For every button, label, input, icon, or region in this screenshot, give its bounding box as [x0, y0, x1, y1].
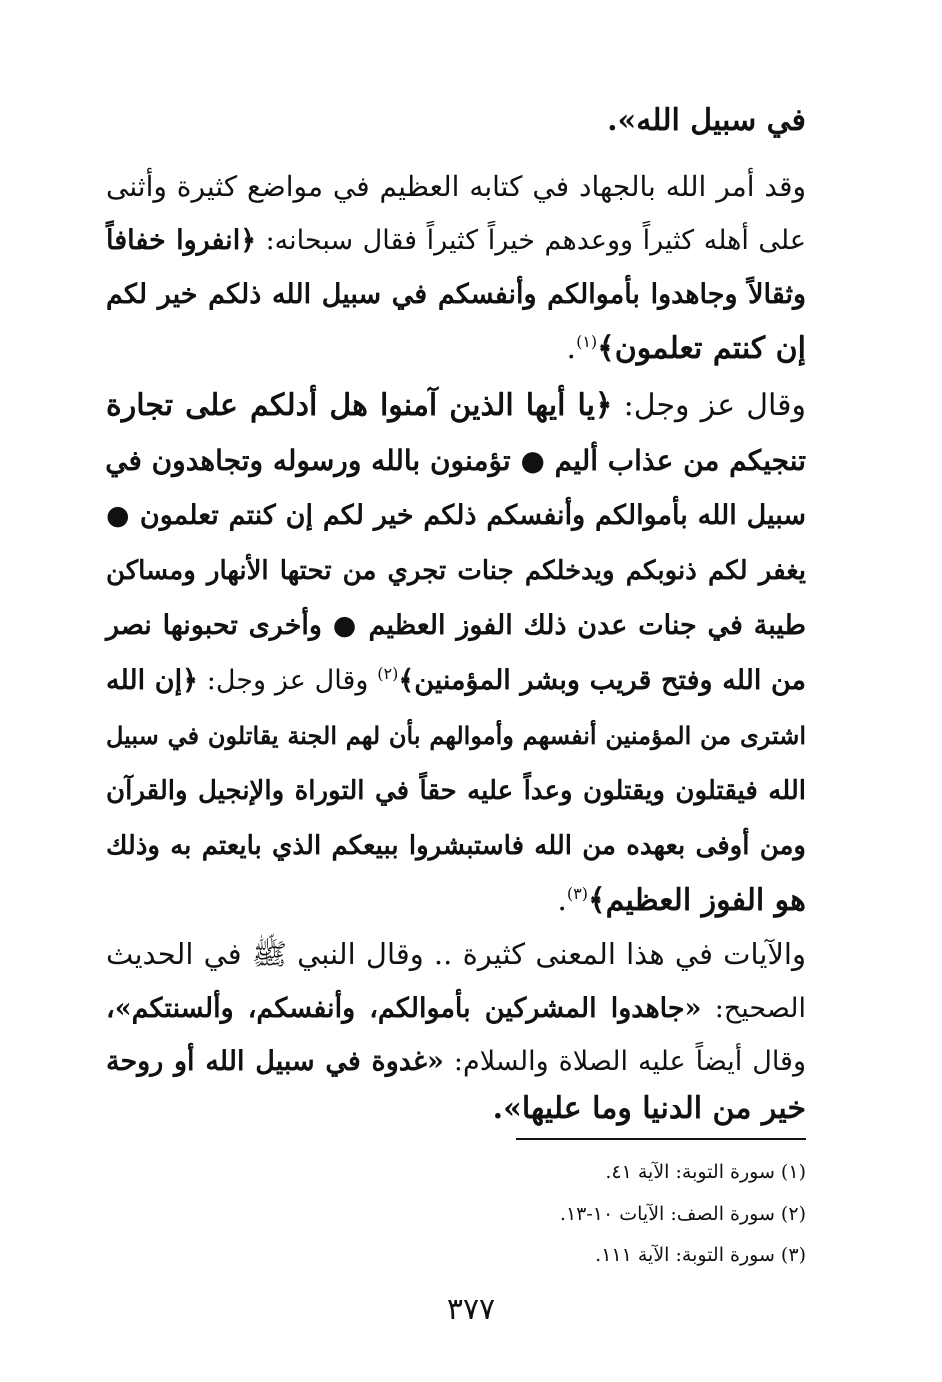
footnote-1: (١) سورة التوبة: الآية ٤١.: [605, 1161, 806, 1183]
p3-text-1: والآيات في هذا المعنى كثيرة .. وقال النبي ﷺ في الحديث: [106, 937, 806, 971]
footnote-separator: [516, 1138, 806, 1140]
p2-verse-6: من الله وفتح قريب وبشر المؤمنين﴾: [398, 665, 807, 696]
p3-line-2: [106, 985, 806, 1033]
footnote-2: (٢) سورة الصف: الآيات ١٠-١٣.: [559, 1203, 806, 1225]
p1-line-1: [106, 163, 806, 211]
p2-verse-7: اشترى من المؤمنين أنفسهم وأموالهم بأن لهم الجنة يقاتلون في سبيل: [106, 721, 806, 750]
p3-line-1: [106, 930, 806, 978]
page-number: ٣٧٧: [446, 1292, 496, 1327]
p1-line-4: [106, 325, 806, 373]
p1-text-1: وقد أمر الله بالجهاد في كتابه العظيم في مواضع كثيرة وأثنى: [106, 170, 806, 203]
hadith-quote-2-end: خير من الدنيا وما عليها».: [492, 1091, 806, 1126]
p2-line-4: [106, 547, 806, 595]
p2-line-7: [106, 712, 806, 760]
p1-period: .: [566, 331, 577, 366]
p2-verse-6c: ﴿إن الله: [106, 665, 198, 696]
footnote-ref-3: (٣): [566, 884, 588, 903]
footnote-ref-1: (١): [576, 332, 598, 351]
p2-line-6: [106, 657, 806, 705]
footnote-ref-2: (٢): [377, 664, 399, 683]
p2-verse-5: طيبة في جنات عدن ذلك الفوز العظيم ● وأخرى تحبونها نصر: [106, 610, 806, 641]
continued-line: [106, 97, 806, 145]
p2-text-1a: وقال عز وجل:: [612, 388, 806, 423]
p2-verse-9: ومن أوفى بعهده من الله فاستبشروا ببيعكم الذي بايعتم به وذلك: [106, 831, 806, 861]
p3-text-3a: وقال أيضاً عليه الصلاة والسلام:: [443, 1046, 806, 1077]
p1-line-2: [106, 217, 806, 265]
p2-text-6b: وقال عز وجل:: [197, 665, 378, 696]
p2-period: .: [557, 883, 567, 918]
p1-verse-end: إن كنتم تعلمون﴾: [597, 331, 806, 366]
p2-verse-end: هو الفوز العظيم﴾: [588, 883, 806, 918]
p2-line-5: [106, 602, 806, 650]
p2-line-2: [106, 437, 806, 485]
p2-line-10: [106, 877, 806, 925]
p2-line-8: [106, 767, 806, 815]
hadith-quote-2: «غدوة في سبيل الله أو روحة: [106, 1046, 444, 1077]
p1-text-2a: على أهله كثيراً ووعدهم خيراً كثيراً فقال سبحانه:: [256, 225, 806, 256]
p2-verse-1: ﴿يا أيها الذين آمنوا هل أدلكم على تجارة: [106, 388, 613, 423]
p2-verse-2: تنجيكم من عذاب أليم ● تؤمنون بالله ورسوله وتجاهدون في: [105, 444, 806, 477]
p2-line-9: [106, 822, 806, 870]
hadith-quote-1: «جاهدوا المشركين بأموالكم، وأنفسكم، وألسنتكم»،: [106, 993, 702, 1024]
p2-line-3: [106, 492, 806, 540]
p2-verse-4: يغفر لكم ذنوبكم ويدخلكم جنات تجري من تحتها الأنهار ومساكن: [106, 556, 806, 586]
p1-verse-start: ﴿انفروا خفافاً: [106, 225, 257, 256]
p1-line-3: [106, 271, 806, 319]
continued-text: في سبيل الله».: [607, 103, 806, 138]
p2-line-1: [106, 382, 806, 430]
p3-line-4: [106, 1085, 806, 1133]
p2-verse-8: الله فيقتلون ويقتلون وعداً عليه حقاً في التوراة والإنجيل والقرآن: [106, 776, 806, 806]
p3-line-3: [106, 1038, 806, 1086]
footnote-3: (٣) سورة التوبة: الآية ١١١.: [595, 1244, 806, 1266]
p3-text-2a: الصحيح:: [701, 993, 807, 1024]
p1-verse-3: وثقالاً وجاهدوا بأموالكم وأنفسكم في سبيل الله ذلكم خير لكم: [106, 279, 806, 310]
p2-verse-3: سبيل الله بأموالكم وأنفسكم ذلكم خير لكم إن كنتم تعلمون ●: [106, 500, 806, 531]
